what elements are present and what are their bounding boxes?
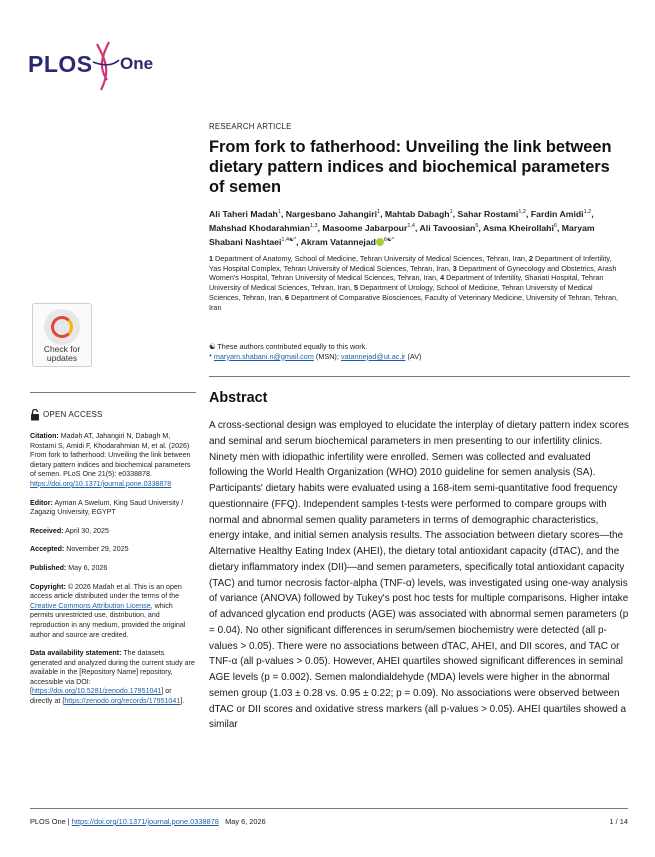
published-block: Published: May 6, 2026 bbox=[30, 563, 108, 572]
logo-plos-text: PLOS bbox=[28, 51, 93, 77]
equal-contribution-note: ☯ These authors contributed equally to this work. bbox=[209, 342, 368, 351]
affiliation-number: 5 bbox=[353, 283, 358, 293]
affiliation-list bbox=[209, 254, 619, 312]
author-affiliation-marker: 1,2 bbox=[583, 209, 592, 215]
received-block: Received: April 30, 2025 bbox=[30, 526, 109, 535]
affiliation-number: 2 bbox=[528, 254, 534, 263]
abstract-text: A cross-sectional design was employed to elucidate the interplay of dietary pattern index scores and seminal and serum biochemical parameters in men presenting to our infertility clinics. Ninety men with idiopathic infertility were enrolled. Semen was collected and evaluated following the World Health Organization (WHO) 2010 guideline for semen analysis (SA). Participants' dietary habits were evaluated using a 168-item semi-quantitative food frequency questionnaire (FFQ). Independent samples t-tests were performed to compare groups with normal and abnormal semen quality parameters in terms of demographic characteristics, energy intake, and initial semen analysis results. The association between dietary scores—the Alternative Healthy Eating Index (AHEI), the dietary total antioxidant capacity (dTAC), and the dietary inflammatory index (DII)—and semen parameters, specifically total antioxidant capacity (TAC) and tumor necrosis factor-alpha (TNF-α) levels, was investigated using one-way analysis of variance (ANOVA) followed by Tukey's post hoc tests for multiple comparisons. Higher intake of advanced glycation end products (AGE) was associated with abnormal semen parameters (p = 0.04). No other significant differences in serum/semen biochemistry were detected (all p-values > 0.05). There were no associations between dTAC, AHEI, and DII scores, and TAC or TNF-α (all p-values > 0.05). However, AHEI quartiles showed significant differences in seminal AGE levels (p = 0.002). Semen malondialdehyde (MDA) levels were higher in the abnormal semen group (1.03 ± 0.28 vs. 0.95 ± 0.22; p = 0.09). No associations were observed between dTAC or DII scores and oxidative stress markers (all p-values > 0.05). AHEI quartiles showed a similar bbox=[209, 420, 629, 731]
author-affiliation-marker: 1,3 bbox=[309, 223, 318, 230]
author-list: Ali Taheri Madah$^1$, Nargesbano Jahangiri$^1$, Mahtab Dabagh$^1$, Sahar Rostami$^{1,2}$, Fardin Amidi$^{1,2}$, Mahshad Khodarahmian$^{1,3}$, Masoome Jabarpour$^{1,4}$, Ali Tavoosian$^5$, Asma Kheirollahi$^6$, Maryam Shabani Nashtaei$^{1,4☯*}$, Akram Vatannejad $^{6☯*}$ bbox=[209, 208, 595, 248]
editor-block: Editor: Ayman A Swelum, King Saud University / Zagazig University, EGYPT bbox=[30, 498, 184, 517]
footer-date: May 6, 2026 bbox=[225, 817, 266, 826]
author-affiliation-marker: 1 bbox=[277, 209, 281, 215]
abstract-heading: Abstract bbox=[209, 390, 268, 406]
author-affiliation-marker: 5 bbox=[475, 223, 479, 230]
logo-mark-icon bbox=[91, 40, 121, 100]
affiliation-number: 6 bbox=[285, 292, 290, 302]
zenodo-record-link[interactable]: https://zenodo.org/records/17951041 bbox=[64, 697, 181, 706]
page-footer: PLOS One | https://doi.org/10.1371/journal.pone.0338878 May 6, 2026 1 / 14 bbox=[30, 817, 628, 826]
sidebar-divider bbox=[30, 392, 196, 393]
affiliation-number: 3 bbox=[452, 263, 457, 273]
author-notes bbox=[209, 342, 619, 361]
article-sidebar bbox=[30, 392, 196, 716]
author-name[interactable]: Akram Vatannejad bbox=[300, 237, 376, 248]
check-for-updates-badge[interactable] bbox=[32, 303, 92, 367]
abstract-divider bbox=[209, 376, 630, 377]
author-name[interactable]: Sahar Rostami bbox=[457, 208, 519, 219]
affiliation-number: 1 bbox=[209, 254, 214, 263]
author-affiliation-marker: 6 bbox=[553, 223, 557, 230]
author-name[interactable]: Maryam Shabani Nashtaei bbox=[209, 222, 595, 248]
logo-one-text: One bbox=[120, 54, 154, 73]
plos-one-logo[interactable] bbox=[28, 40, 168, 100]
cc-license-link[interactable]: Creative Commons Attribution License bbox=[30, 601, 151, 610]
copyright-block: Copyright: © 2026 Madah et al. This is an open access article distributed under the terms of the Creative Commons Attribution License, which permits unrestricted use, distribution, and reproduction in any medium, provided the original author and source are credited. bbox=[30, 582, 186, 639]
footer-doi-link[interactable]: https://doi.org/10.1371/journal.pone.0338878 bbox=[71, 817, 219, 826]
accepted-block: Accepted: November 29, 2025 bbox=[30, 545, 129, 554]
check-for-updates-label: Check for updates bbox=[43, 344, 81, 363]
affiliation-text: Department of Infertility, Yas Hospital Complex, Tehran University of Medical Sciences, Tehran, Iran, bbox=[209, 254, 612, 273]
author-name[interactable]: Fardin Amidi bbox=[530, 208, 584, 219]
affiliation-text: Department of Urology, School of Medicine, Tehran University of Medical Sciences, Tehran, Iran, bbox=[209, 283, 593, 302]
author-affiliation-marker: 1,4☯* bbox=[281, 237, 297, 244]
footer-divider bbox=[30, 808, 628, 809]
corresponding-email-av[interactable]: vatannejad@ut.ac.ir bbox=[340, 351, 406, 361]
data-availability-block: Data availability statement: The datasets generated and analyzed during the current study are available in the [Repository Name] repository, accessible via DOI: [https://doi.org/10.5281/zenodo.17951041] or directly at [https://zenodo.org/records/17951041]. bbox=[30, 649, 195, 706]
author-name[interactable]: Masoome Jabarpour bbox=[322, 222, 408, 233]
author-name[interactable]: Asma Kheirollahi bbox=[482, 222, 554, 233]
author-name[interactable]: Ali Tavoosian bbox=[419, 222, 476, 233]
author-name[interactable]: Mahshad Khodarahmian bbox=[209, 222, 310, 233]
citation-doi-link[interactable]: https://doi.org/10.1371/journal.pone.0338878 bbox=[30, 479, 172, 488]
affiliation-text: Department of Anatomy, School of Medicine, Tehran University of Medical Sciences, Tehran, Iran, bbox=[213, 254, 527, 263]
affiliation-text: Department of Comparative Biosciences, Faculty of Veterinary Medicine, University of Tehran, Tehran, Iran bbox=[209, 292, 619, 312]
author-affiliation-marker: 1,4 bbox=[407, 223, 415, 230]
citation-block: Citation: Madah AT, Jahangiri N, Dabagh M, Rostami S, Amidi F, Khodarahmian M, et al. (2026) From fork to fatherhood: Unveiling the link between dietary pattern indices and biochemical parameters of semen. PLoS One 21(5): e0338878. https://doi.org/10.1371/journal.pone.0338878 bbox=[30, 432, 191, 488]
article-type: RESEARCH ARTICLE bbox=[209, 122, 292, 131]
affiliation-text: Department of Infertility, Shariati Hospital, Tehran University of Medical Sciences, Tehran, Iran, bbox=[209, 273, 604, 293]
author-name[interactable]: Mahtab Dabagh bbox=[384, 208, 450, 219]
author-affiliation-marker: 1 bbox=[449, 209, 453, 215]
open-lock-icon bbox=[30, 409, 40, 421]
crossmark-icon bbox=[44, 309, 80, 345]
orcid-icon[interactable] bbox=[376, 238, 384, 246]
author-name[interactable]: Nargesbano Jahangiri bbox=[285, 208, 378, 219]
article-title: From fork to fatherhood: Unveiling the link between dietary pattern indices and biochemical parameters of semen bbox=[209, 138, 612, 196]
author-affiliation-marker: 6☯* bbox=[383, 237, 395, 244]
page-number: 1 / 14 bbox=[609, 817, 628, 826]
footer-journal: PLOS One bbox=[30, 817, 66, 826]
author-affiliation-marker: 1,2 bbox=[518, 209, 526, 215]
corresponding-authors: * maryam.shabani.n@gmail.com (MSN); vatannejad@ut.ac.ir (AV) bbox=[209, 351, 422, 361]
data-doi-link[interactable]: https://doi.org/10.5281/zenodo.17951041 bbox=[31, 687, 162, 696]
corresponding-email-msn[interactable]: maryam.shabani.n@gmail.com bbox=[213, 351, 314, 361]
affiliation-text: Department of Gynecology and Obstetrics, Arash Women's Hospital, Tehran University of Medical Sciences, Tehran, Iran, bbox=[209, 263, 617, 283]
open-access-label: OPEN ACCESS bbox=[30, 409, 196, 421]
author-name[interactable]: Ali Taheri Madah bbox=[209, 208, 278, 219]
affiliation-number: 4 bbox=[440, 273, 445, 283]
author-affiliation-marker: 1 bbox=[377, 209, 381, 215]
